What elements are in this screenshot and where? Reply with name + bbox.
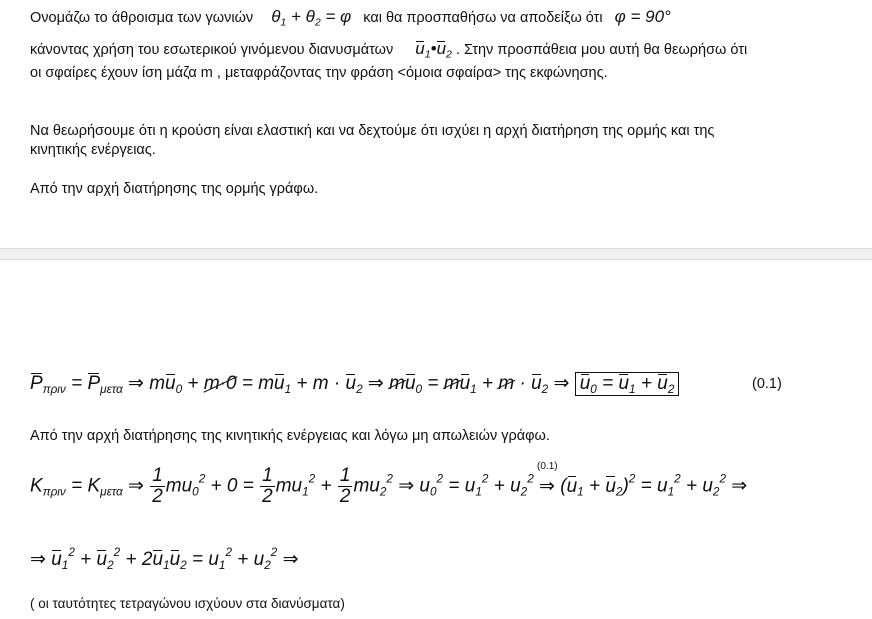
boxed-result: $u_0 = u_1 + u_2$ xyxy=(575,372,680,396)
expansion-equation: ⇒ $u_1^2 + u_2^2 + 2u_1u_2 = u_1^2 + u_2^2$ ⇒ xyxy=(30,546,299,573)
energy-equation: $K_{\pi\rho\iota\nu} = K_{\mu\varepsilon\tau\alpha}$ ⇒ $\frac{1}{2}$ $mu_0^2 + 0$ = $\frac{1}{2}$ $mu_1^2$ + $\frac{1}{2}$ $mu_2^2$ ⇒ $u_0^2 = u_1^2 + u_2^2$ ⇒ (0.1) $(u_1 + u_2)^2 = u_1^2 + u_2^2$ ⇒ xyxy=(30,460,748,507)
equation-number: (0.1) xyxy=(752,376,782,392)
energy-sub-before: πριν xyxy=(42,485,66,499)
para2-line1: Να θεωρήσουμε ότι η κρούση είναι ελαστική και να δεχτούμε ότι ισχύει η αρχή διατήρηση της ορμής και της xyxy=(30,123,715,139)
phi-90-formula: φ = 90° xyxy=(614,7,671,26)
para1-line3: οι σφαίρες έχουν ίση μάζα m , μεταφράζοντας την φράση <όμοια σφαίρα> της εκφώνησης. xyxy=(30,65,608,81)
para1-line1-prefix: Ονομάζω το άθροισμα των γωνιών xyxy=(30,10,254,26)
para3: Από την αρχή διατήρησης της ορμής γράφω. xyxy=(30,181,319,197)
para1-line1-mid: και θα προσπαθήσω να αποδείξω ότι xyxy=(363,10,603,26)
note: ( οι ταυτότητες τετραγώνου ισχύουν στα διανύσματα) xyxy=(30,596,345,611)
para1-line2-suffix: . Στην προσπάθεια μου αυτή θα θεωρήσω ότι xyxy=(455,42,748,58)
para1-line2-prefix: κάνοντας χρήση του εσωτερικού γινόμενου διανυσμάτων xyxy=(30,42,394,58)
angle-sum-formula: $\theta_1 + \theta_2 = \varphi$ xyxy=(271,7,352,29)
page-divider xyxy=(0,248,872,260)
dot-product-formula: $u_1•u_2$ xyxy=(415,39,452,61)
energy-sub-after: μετα xyxy=(100,485,123,499)
para1-line1 xyxy=(30,8,671,27)
over-label: (0.1) xyxy=(537,460,558,472)
para1-line2 xyxy=(30,40,747,59)
momentum-equation: $P_{\pi\rho\iota\nu} = P_{\mu\varepsilon\tau\alpha}$ ⇒ $mu_0 + m\cdot 0 = mu_1 + m \cdot u_2$ ⇒ $mu_0 = mu_1 + m \cdot u_2$ ⇒ $u_0 = u_1 + u_2$ xyxy=(30,372,679,396)
energy-intro: Από την αρχή διατήρησης της κινητικής ενέργειας και λόγω μη απωλειών γράφω. xyxy=(30,428,550,444)
sub-after: μετα xyxy=(100,383,123,397)
sub-before: πριν xyxy=(42,383,66,397)
para2-line2: κινητικής ενέργειας. xyxy=(30,142,156,158)
